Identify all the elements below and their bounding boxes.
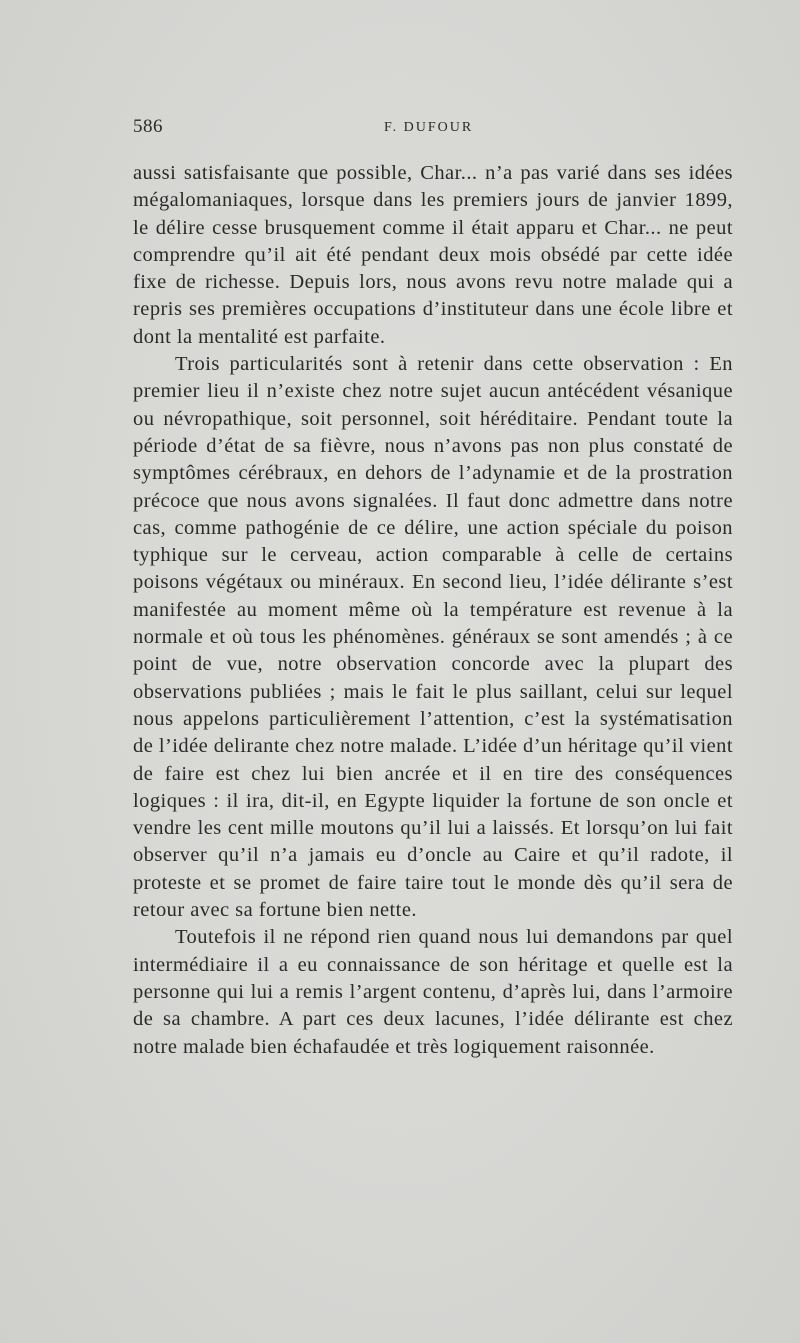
paragraph-continued: aussi satisfaisante que possible, Char... n’a pas varié dans ses idées mégalomaniaques, lorsque dans les premiers jours de janvier 1899, le délire cesse brusquement comme il était apparu et Char... ne peut comprendre qu’il ait été pendant deux mois obsédé par cette idée fixe de richesse. Depuis lors, nous avons revu notre malade qui a repris ses premières occupations d’instituteur dans une école libre et dont la mentalité est parfaite. [133,162,733,348]
page-number: 586 [133,116,163,137]
paragraph: Toutefois il ne répond rien quand nous lui demandons par quel intermédiaire il a eu connaissance de son héritage et quelle est la personne qui lui a remis l’argent contenu, d’après lui, dans l’armoire de sa chambre. A part ces deux lacunes, l’idée délirante est chez notre malade bien échafaudée et très logiquement raisonnée. [133,926,733,1058]
body-text [133,160,733,1061]
running-head: F. DUFOUR [384,120,474,135]
paragraph: Trois particularités sont à retenir dans cette observation : En premier lieu il n’existe chez notre sujet aucun antécédent vésanique ou névropathique, soit personnel, soit héréditaire. Pendant toute la période d’état de sa fièvre, nous n’avons pas non plus constaté de symptômes cérébraux, en dehors de l’adynamie et de la prostration précoce que nous avons signalées. Il faut donc admettre dans notre cas, comme pathogénie de ce délire, une action spéciale du poison typhique sur le cerveau, action comparable à celle de certains poisons végétaux ou minéraux. En second lieu, l’idée délirante s’est manifestée au moment même où la température est revenue à la normale et où tous les phénomènes. généraux se sont amendés ; à ce point de vue, notre observation concorde avec la plupart des observations publiées ; mais le fait le plus saillant, celui sur lequel nous appelons particulièrement l’attention, c’est la systématisation de l’idée delirante chez notre malade. L’idée d’un héritage qu’il vient de faire est chez lui bien ancrée et il en tire des conséquences logiques : il ira, dit-il, en Egypte liquider la fortune de son oncle et vendre les cent mille moutons qu’il lui a laissés. Et lorsqu’on lui fait observer qu’il n’a jamais eu d’oncle au Caire et qu’il radote, il proteste et se promet de faire taire tout le monde dès qu’il sera de retour avec sa fortune bien nette. [133,353,733,922]
page-header [133,116,733,142]
